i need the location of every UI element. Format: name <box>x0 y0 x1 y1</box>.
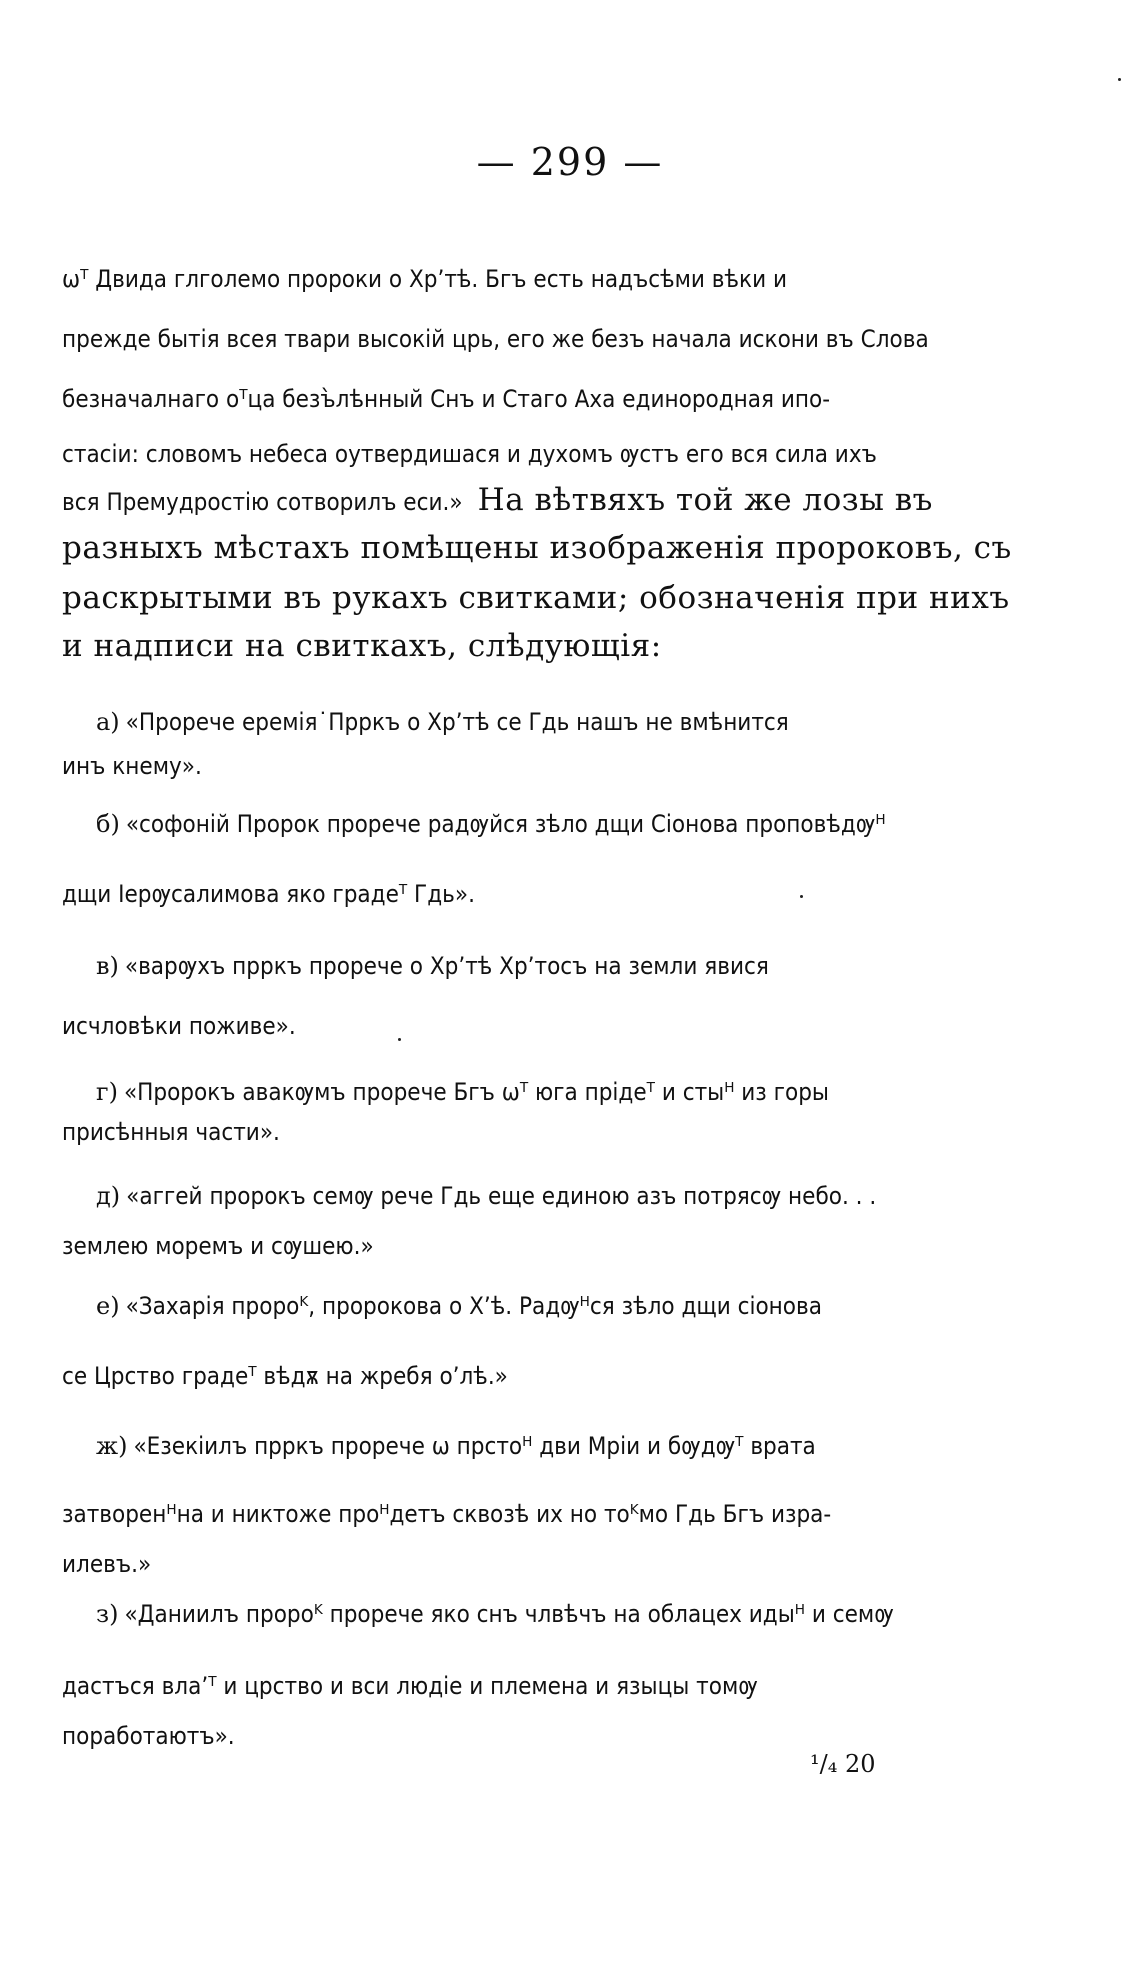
item-zh-line-3: илевъ.» <box>62 1550 152 1578</box>
item-label: ж) <box>96 1432 128 1460</box>
item-zh-line-2: затворенᴴна и никтоже проᴴдетъ сквозѣ их но тоᴷмо Гдь Бгъ изра- <box>62 1500 832 1528</box>
item-b-line-2: дщи Iерѹсалимова яко градеᵀ Гдь». <box>62 880 475 908</box>
item-v-line-2: исчловѣки поживе». <box>62 1012 296 1040</box>
item-a-line-2: инъ кнему». <box>62 752 202 780</box>
russian-line-1: разныхъ мѣстахъ помѣщены изображенiя пророковъ, съ <box>62 530 1012 566</box>
intro-line-4: стасiи: словомъ небеса оутвердишася и духомъ ѹстъ его вся сила ихъ <box>62 440 877 468</box>
item-text: «софонiй Пророк прорече радѹйся зѣло дщи Сiонова проповѣдѹᴴ <box>125 810 886 838</box>
item-text: «Захарiя пророᴷ, пророкова о Хʼѣ. Радѹᴴся зѣло дщи сiонова <box>125 1292 822 1320</box>
item-text: «варѹхъ прркъ прорече о Хрʼтѣ Хрʼтосъ на земли явися <box>124 952 769 980</box>
intro-line-3: безначалнаго оᵀца безъ̀лѣнный Снъ и Стаго Аха единородная ипо- <box>62 385 830 413</box>
item-text: «Прорече еремiя˙Прркъ о Хрʼтѣ се Гдь нашъ не вмѣнится <box>125 708 789 736</box>
page-number: — 299 — <box>476 140 664 184</box>
item-a-line-1 <box>96 708 789 736</box>
item-label: д) <box>96 1182 121 1210</box>
item-g-line-2: присѣнныя части». <box>62 1118 280 1146</box>
item-label: г) <box>96 1078 118 1106</box>
item-label: е) <box>96 1292 120 1320</box>
intro-quote-end: вся Премудростiю сотворилъ еси.» <box>62 488 463 516</box>
russian-line-2: раскрытыми въ рукахъ свитками; обозначенiя при нихъ <box>62 580 1010 616</box>
intro-line-5 <box>62 482 933 518</box>
intro-line-2: прежде бытiя всея твари высокiй црь, его же безъ начала искони въ Слова <box>62 325 929 353</box>
intro-line-1: ωᵀ Двида глголемо пророки о Хрʼтѣ. Бгъ есть надъсѣми вѣки и <box>62 265 787 293</box>
print-speck <box>800 895 803 898</box>
item-text: «аггей пророкъ семѹ рече Гдь еще единою азъ потрясѹ небо. . . <box>126 1182 877 1210</box>
item-z-line-3: поработаютъ». <box>62 1722 235 1750</box>
item-z-line-1 <box>96 1600 894 1628</box>
item-label: з) <box>96 1600 119 1628</box>
item-g-line-1 <box>96 1078 829 1106</box>
item-v-line-1 <box>96 952 769 980</box>
item-label: б) <box>96 810 120 838</box>
item-label: в) <box>96 952 119 980</box>
item-d-line-2: землею моремъ и сѹшею.» <box>62 1232 374 1260</box>
print-speck <box>1118 78 1121 81</box>
item-b-line-1 <box>96 810 886 838</box>
item-e-line-2: се Црство градеᵀ вѣдѫ на жребя оʼлѣ.» <box>62 1362 508 1390</box>
item-d-line-1 <box>96 1182 876 1210</box>
item-z-line-2: дастъся влаʼᵀ и црство и вси людiе и племена и языцы томѹ <box>62 1672 758 1700</box>
print-speck <box>398 1038 401 1041</box>
signature-mark: ¹/₄ 20 <box>810 1750 876 1778</box>
item-zh-line-1 <box>96 1432 816 1460</box>
item-label: а) <box>96 708 120 736</box>
item-text: «Езекiилъ прркъ прорече ω прстоᴴ дви Мрiи и бѹдѹᵀ врата <box>133 1432 816 1460</box>
item-text: «Даниилъ пророᴷ прорече яко снъ члвѣчъ на облацех идыᴴ и семѹ <box>124 1600 894 1628</box>
item-text: «Пророкъ авакѹмъ прорече Бгъ ωᵀ юга прiдеᵀ и стыᴴ из горы <box>123 1078 829 1106</box>
russian-line-3: и надписи на свиткахъ, слѣдующiя: <box>62 628 662 664</box>
intro-russian-tail: На вѣтвяхъ той же лозы въ <box>477 482 933 518</box>
item-e-line-1 <box>96 1292 822 1320</box>
